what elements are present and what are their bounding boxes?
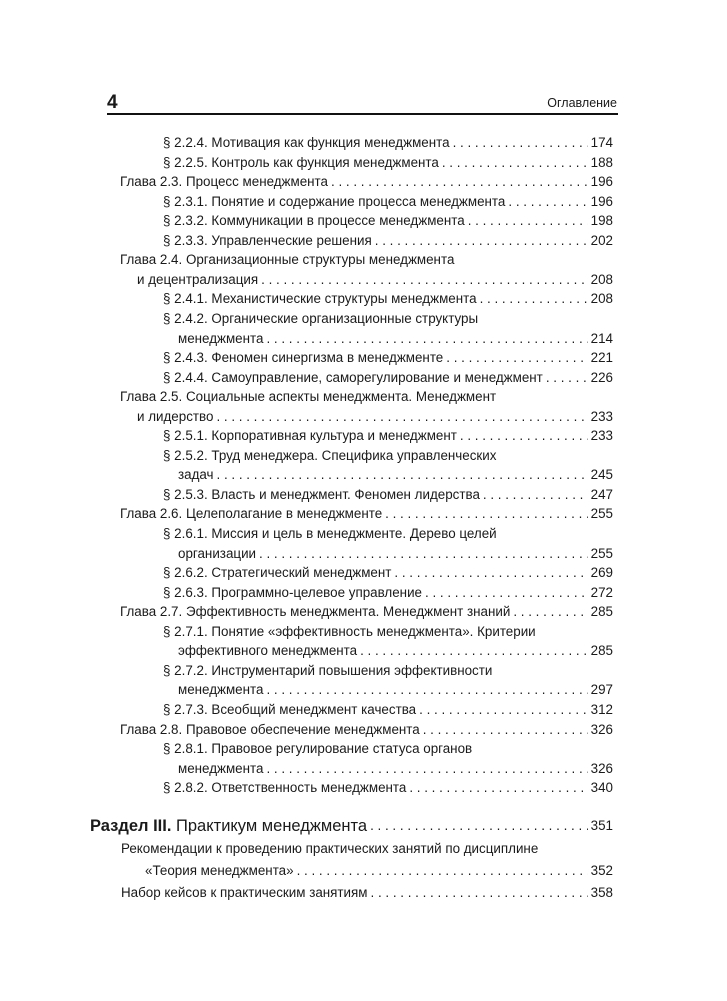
dot-leader bbox=[370, 816, 588, 836]
entry-page: 358 bbox=[590, 885, 613, 900]
entry-title: § 2.3.1. Понятие и содержание процесса менеджмента bbox=[163, 193, 506, 209]
header-rule bbox=[107, 113, 618, 115]
dot-leader bbox=[425, 583, 588, 603]
dot-leader bbox=[216, 407, 587, 427]
toc-entry-line bbox=[163, 192, 613, 212]
dot-leader bbox=[423, 720, 588, 740]
section-title bbox=[90, 816, 367, 836]
entry-page: 188 bbox=[590, 154, 613, 170]
entry-title: § 2.8.2. Ответственность менеджмента bbox=[163, 780, 407, 796]
toc-entry-line bbox=[163, 426, 613, 446]
entry-title: § 2.4.2. Органические организационные структуры bbox=[163, 310, 479, 326]
entry-title: Набор кейсов к практическим занятиям bbox=[121, 885, 368, 900]
toc-entry-line bbox=[163, 289, 613, 309]
dot-leader bbox=[266, 329, 587, 349]
entry-page: 297 bbox=[590, 682, 613, 698]
entry-page: 196 bbox=[590, 174, 613, 190]
entry-page: 352 bbox=[590, 863, 613, 878]
dot-leader bbox=[446, 348, 587, 368]
toc-entry-line bbox=[163, 153, 613, 173]
toc-entry-text bbox=[121, 839, 538, 859]
toc-entry-line bbox=[137, 407, 613, 427]
toc-entry-text bbox=[120, 250, 454, 270]
dot-leader bbox=[360, 641, 588, 661]
entry-title: и лидерство bbox=[137, 408, 214, 424]
entry-page: 351 bbox=[590, 818, 613, 833]
entry-page: 312 bbox=[590, 701, 613, 717]
entry-page: 208 bbox=[590, 271, 613, 287]
toc-entry-line bbox=[163, 563, 613, 583]
entry-title: § 2.2.4. Мотивация как функция менеджмента bbox=[163, 135, 450, 150]
dot-leader bbox=[442, 153, 588, 173]
toc-entry-text bbox=[163, 309, 478, 329]
toc-entry-line bbox=[163, 348, 613, 368]
entry-title: организации bbox=[178, 545, 257, 561]
entry-title: § 2.5.1. Корпоративная культура и менеджмент bbox=[163, 428, 457, 444]
dot-leader bbox=[508, 192, 587, 212]
entry-page: 245 bbox=[590, 467, 613, 483]
entry-title: задач bbox=[178, 467, 214, 483]
dot-leader bbox=[453, 133, 588, 153]
entry-title: § 2.4.3. Феномен синергизма в менеджменте bbox=[163, 350, 444, 366]
entry-title: Глава 2.5. Социальные аспекты менеджмента. Менеджмент bbox=[120, 389, 497, 405]
dot-leader bbox=[331, 172, 588, 192]
entry-title: Глава 2.6. Целеполагание в менеджменте bbox=[120, 506, 383, 522]
entry-page: 214 bbox=[590, 330, 613, 346]
entry-page: 340 bbox=[590, 780, 613, 796]
toc-entry-line bbox=[163, 211, 613, 231]
dot-leader bbox=[266, 759, 587, 779]
dot-leader bbox=[394, 563, 587, 583]
entry-title: менеджмента bbox=[178, 682, 264, 698]
toc-entry-line bbox=[120, 602, 613, 622]
toc-entry-line bbox=[178, 329, 613, 349]
dot-leader bbox=[217, 465, 588, 485]
toc-entry-line bbox=[145, 861, 613, 881]
entry-page: 226 bbox=[590, 369, 613, 385]
dot-leader bbox=[460, 426, 588, 446]
dot-leader bbox=[261, 270, 588, 290]
toc-entry-line bbox=[120, 720, 613, 740]
entry-title: § 2.8.1. Правовое регулирование статуса органов bbox=[163, 741, 473, 757]
entry-title: § 2.5.2. Труд менеджера. Специфика управленческих bbox=[163, 447, 497, 463]
entry-title: менеджмента bbox=[178, 330, 264, 346]
toc-entry-text bbox=[120, 387, 496, 407]
entry-page: 272 bbox=[590, 584, 613, 600]
toc-entry-text bbox=[163, 661, 492, 681]
toc-entry-line bbox=[163, 485, 613, 505]
toc-entry-line bbox=[178, 641, 613, 661]
entry-title: § 2.7.2. Инструментарий повышения эффективности bbox=[163, 662, 493, 678]
entry-title: § 2.6.1. Миссия и цель в менеджменте. Дерево целей bbox=[163, 526, 497, 541]
toc-entry-text bbox=[163, 524, 497, 544]
entry-page: 221 bbox=[590, 350, 613, 366]
toc-entry-line bbox=[121, 883, 613, 903]
toc-entry-line bbox=[178, 465, 613, 485]
dot-leader bbox=[385, 504, 588, 524]
entry-title: § 2.6.2. Стратегический менеджмент bbox=[163, 565, 392, 581]
toc-entry-line bbox=[163, 133, 613, 153]
dot-leader bbox=[375, 231, 588, 251]
dot-leader bbox=[483, 485, 588, 505]
toc-entry-line bbox=[120, 504, 613, 524]
section-heading bbox=[90, 816, 613, 836]
toc-entry-line bbox=[163, 231, 613, 251]
toc-entry-line bbox=[137, 270, 613, 290]
entry-title: § 2.2.5. Контроль как функция менеджмента bbox=[163, 154, 439, 170]
running-title: Оглавление bbox=[547, 96, 617, 110]
entry-title: Глава 2.7. Эффективность менеджмента. Менеджмент знаний bbox=[120, 604, 511, 620]
entry-title: § 2.3.2. Коммуникации в процессе менеджмента bbox=[163, 213, 465, 229]
toc-entry-text bbox=[163, 739, 472, 759]
dot-leader bbox=[371, 883, 588, 903]
entry-title: эффективного менеджмента bbox=[178, 643, 358, 659]
entry-title: § 2.3.3. Управленческие решения bbox=[163, 232, 372, 248]
entry-page: 255 bbox=[590, 545, 613, 561]
toc-entry-line bbox=[163, 700, 613, 720]
entry-title: Рекомендации к проведению практических занятий по дисциплине bbox=[121, 841, 539, 856]
entry-page: 326 bbox=[590, 721, 613, 737]
entry-page: 285 bbox=[590, 604, 613, 620]
entry-page: 174 bbox=[590, 135, 613, 150]
entry-title: § 2.7.3. Всеобщий менеджмент качества bbox=[163, 701, 417, 717]
entry-page: 285 bbox=[590, 643, 613, 659]
entry-page: 247 bbox=[590, 486, 613, 502]
dot-leader bbox=[468, 211, 588, 231]
entry-title: § 2.4.4. Самоуправление, саморегулирование и менеджмент bbox=[163, 369, 543, 385]
dot-leader bbox=[419, 700, 588, 720]
dot-leader bbox=[409, 778, 587, 798]
toc-entry-line bbox=[178, 544, 613, 564]
entry-page: 233 bbox=[590, 408, 613, 424]
toc-entry-line bbox=[120, 172, 613, 192]
page-number: 4 bbox=[107, 92, 118, 113]
toc-entry-text bbox=[163, 622, 536, 642]
entry-title: Глава 2.4. Организационные структуры менеджмента bbox=[120, 252, 455, 268]
entry-title: менеджмента bbox=[178, 760, 264, 776]
section-name: Практикум менеджмента bbox=[176, 817, 368, 835]
dot-leader bbox=[480, 289, 588, 309]
entry-page: 255 bbox=[590, 506, 613, 522]
entry-title: § 2.7.1. Понятие «эффективность менеджмента». Критерии bbox=[163, 623, 536, 639]
toc-entry-line bbox=[163, 583, 613, 603]
toc-entry-text bbox=[163, 446, 496, 466]
toc-entry-line bbox=[163, 368, 613, 388]
dot-leader bbox=[546, 368, 588, 388]
entry-page: 208 bbox=[590, 291, 613, 307]
entry-page: 202 bbox=[590, 232, 613, 248]
entry-page: 326 bbox=[590, 760, 613, 776]
dot-leader bbox=[259, 544, 588, 564]
dot-leader bbox=[513, 602, 587, 622]
entry-page: 196 bbox=[590, 193, 613, 209]
toc-entry-line bbox=[178, 680, 613, 700]
section-label: Раздел III. bbox=[90, 817, 172, 835]
toc-entry-line bbox=[178, 759, 613, 779]
entry-title: «Теория менеджмента» bbox=[145, 863, 294, 878]
dot-leader bbox=[266, 680, 587, 700]
entry-title: § 2.6.3. Программно-целевое управление bbox=[163, 584, 422, 600]
dot-leader bbox=[297, 861, 588, 881]
toc-entry-line bbox=[163, 778, 613, 798]
entry-title: Глава 2.8. Правовое обеспечение менеджмента bbox=[120, 721, 420, 737]
entry-page: 269 bbox=[590, 565, 613, 581]
entry-title: § 2.4.1. Механистические структуры менеджмента bbox=[163, 291, 477, 307]
entry-title: и децентрализация bbox=[137, 271, 259, 287]
entry-page: 198 bbox=[590, 213, 613, 229]
entry-title: § 2.5.3. Власть и менеджмент. Феномен лидерства bbox=[163, 486, 480, 502]
entry-title: Глава 2.3. Процесс менеджмента bbox=[120, 174, 328, 190]
entry-page: 233 bbox=[590, 428, 613, 444]
